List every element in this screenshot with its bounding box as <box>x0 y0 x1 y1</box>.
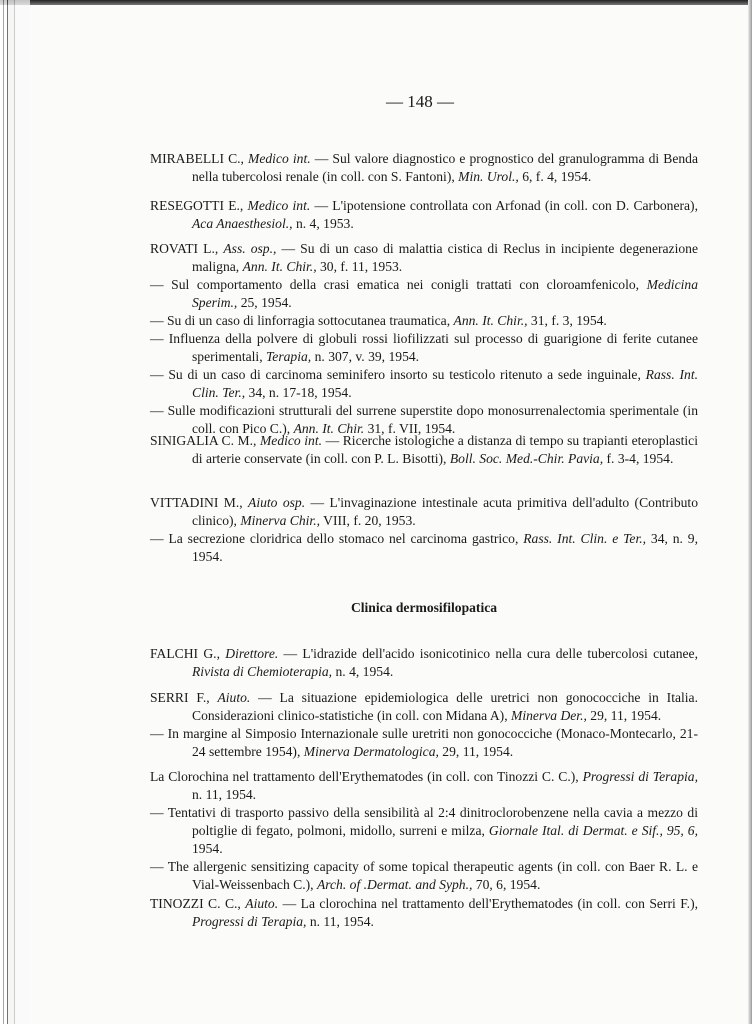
citation-text: RESEGOTTI E., <box>150 198 248 213</box>
citation-journal: Terapia, <box>266 349 312 364</box>
citation-text: — L'ipotensione controllata con Arfonad (in coll. con D. Carbonera), <box>310 198 698 213</box>
citation-journal: Boll. Soc. Med.-Chir. Pavia, <box>449 451 604 466</box>
citation-text: 25, 1954. <box>237 295 292 310</box>
bibliography-entry <box>150 895 698 931</box>
citation-text: n. 11, 1954. <box>192 787 257 802</box>
citation-text: f. 3-4, 1954. <box>603 451 674 466</box>
citation-text: — Sul comportamento della crasi ematica nei conigli trattati con cloroamfenicolo, <box>150 277 647 292</box>
bibliography-group <box>150 197 698 233</box>
bibliography-entry <box>150 366 698 402</box>
citation-text: n. 307, v. 39, 1954. <box>311 349 420 364</box>
bibliography-entry <box>150 725 698 761</box>
citation-text: — Ricerche istologiche a distanza di tempo su trapianti eteroplastici di arterie conservate (in coll. con P. L. Bisotti), <box>192 433 698 466</box>
citation-text: 30, f. 11, 1953. <box>316 259 403 274</box>
citation-text: 31, f. 3, 1954. <box>527 313 607 328</box>
citation-journal: Medico int. <box>248 151 311 166</box>
bibliography-entry <box>150 240 698 276</box>
citation-text: VIII, f. 20, 1953. <box>320 513 416 528</box>
citation-journal: Rass. Int. Clin. Ter., <box>192 367 698 400</box>
bibliography-entry <box>150 804 698 858</box>
citation-text: La Clorochina nel trattamento dell'Erythematodes (in coll. con Tinozzi C. C.), <box>150 769 583 784</box>
bibliography-entry <box>150 330 698 366</box>
citation-journal: Minerva Dermatologica, <box>303 744 439 759</box>
citation-text: — La secrezione cloridrica dello stomaco nel carcinoma gastrico, <box>150 531 524 546</box>
citation-journal: Rivista di Chemioterapia, <box>192 664 333 679</box>
bibliography-entry <box>150 276 698 312</box>
bibliography-group <box>150 645 698 681</box>
citation-text: n. 4, 1953. <box>292 216 354 231</box>
citation-text: 29, 11, 1954. <box>438 744 514 759</box>
citation-journal: Direttore. <box>225 646 279 661</box>
citation-text: 34, n. 9, 1954. <box>192 531 698 564</box>
citation-text: TINOZZI C. C., <box>150 896 246 911</box>
bibliography-entry <box>150 530 698 566</box>
citation-journal: Medico int. <box>259 433 323 448</box>
citation-journal: Progressi di Terapia, <box>192 914 307 929</box>
citation-journal: Min. Urol., <box>458 169 519 184</box>
bibliography-group <box>150 768 698 894</box>
citation-text: n. 4, 1954. <box>332 664 394 679</box>
bibliography-group <box>150 432 698 468</box>
citation-journal: Medicina Sperim., <box>192 277 698 310</box>
bibliography-entry <box>150 432 698 468</box>
page-number: — 148 — <box>386 92 454 111</box>
citation-text: n. 11, 1954. <box>306 914 374 929</box>
citation-text: — The allergenic sensitizing capacity of some topical therapeutic agents (in coll. con Baer R. L. e Vial-Weissenbach C.), <box>150 859 698 892</box>
citation-text: — L'invaginazione intestinale acuta primitiva dell'adulto (Contributo clinico), <box>192 495 698 528</box>
bibliography-entry <box>150 197 698 233</box>
citation-journal: Aiuto osp. <box>248 495 306 510</box>
bibliography-entry <box>150 494 698 530</box>
citation-text: 31, f. VII, 1954. <box>364 421 456 436</box>
citation-journal: Minerva Chir., <box>240 513 320 528</box>
citation-text: — Sul valore diagnostico e prognostico del granulogramma di Benda nella tubercolosi renale (in coll. con S. Fantoni), <box>192 151 698 184</box>
citation-text: — In margine al Simposio Internazionale sulle uretriti non gonococciche (Monaco-Montecarlo, 21-24 settembre 1954), <box>150 726 698 759</box>
citation-text: — Tentativi di trasporto passivo della sensibilità al 2:4 dinitroclorobenzene nella cavia a mezzo di poltiglie di fegato, polmoni, midollo, surreni e milza, <box>150 805 698 838</box>
bibliography-group <box>150 689 698 761</box>
citation-text: VITTADINI M., <box>150 495 249 510</box>
citation-text: — La situazione epidemiologica delle uretrici non gonococciche in Italia. Considerazioni clinico-statistiche (in coll. con Midana A), <box>192 690 698 723</box>
citation-text: — La clorochina nel trattamento dell'Erythematodes (in coll. con Serri F.), <box>278 896 698 911</box>
citation-journal: Medico int. <box>247 198 311 213</box>
citation-journal: Ann. It. Chir., <box>242 259 317 274</box>
citation-text: 34, n. 17-18, 1954. <box>245 385 352 400</box>
scan-top-edge <box>0 0 752 5</box>
citation-text: SINIGALIA C. M., <box>150 433 260 448</box>
citation-text: 1954. <box>192 841 223 856</box>
citation-journal: Ann. It. Chir., <box>453 313 528 328</box>
citation-text: — Su di un caso di malattia cistica di Reclus in incipiente degenerazione maligna, <box>192 241 698 274</box>
citation-text: — Su di un caso di linforragia sottocutanea traumatica, <box>150 313 454 328</box>
citation-journal: Aca Anaesthesiol., <box>192 216 293 231</box>
bibliography-entry <box>150 689 698 725</box>
section-heading: Clinica dermosifilopatica <box>350 600 498 615</box>
citation-journal: Ass. osp., <box>223 241 277 256</box>
citation-text: — Sulle modificazioni strutturali del surrene superstite dopo monosurrenalectomia sperimentale (in coll. con Pico C.), <box>150 403 698 436</box>
bibliography-entry <box>150 768 698 804</box>
citation-journal: Arch. of .Dermat. and Syph., <box>316 877 473 892</box>
citation-text: ROVATI L., <box>150 241 224 256</box>
citation-journal: Progressi di Terapia, <box>582 769 698 784</box>
citation-journal: Rass. Int. Clin. e Ter., <box>523 531 647 546</box>
bibliography-group <box>150 240 698 438</box>
scan-right-edge <box>748 0 752 1024</box>
citation-journal: Ann. It. Chir. <box>293 421 365 436</box>
bibliography-entry <box>150 312 698 330</box>
bibliography-group <box>150 895 698 931</box>
bibliography-entry <box>150 645 698 681</box>
citation-text: — Su di un caso di carcinoma seminifero insorto su testicolo ritenuto a sede inguinale, <box>150 367 646 382</box>
citation-text: MIRABELLI C., <box>150 151 249 166</box>
citation-text: FALCHI G., <box>150 646 226 661</box>
citation-text: 29, 11, 1954. <box>586 708 662 723</box>
bibliography-entry <box>150 858 698 894</box>
citation-journal: Minerva Der., <box>511 708 587 723</box>
scan-binding-edge <box>0 0 30 1024</box>
citation-text: 6, f. 4, 1954. <box>518 169 592 184</box>
citation-journal: Aiuto. <box>245 896 279 911</box>
bibliography-group <box>150 494 698 566</box>
bibliography-group <box>150 150 698 186</box>
citation-text: 70, 6, 1954. <box>472 877 541 892</box>
citation-journal: Giornale Ital. di Dermat. e Sif., 95, 6, <box>488 823 698 838</box>
citation-journal: Aiuto. <box>217 690 251 705</box>
citation-text: — Influenza della polvere di globuli rossi liofilizzati sul processo di guarigione di ferite cutanee sperimentali, <box>150 331 698 364</box>
citation-text: — L'idrazide dell'acido isonicotinico nella cura delle tubercolosi cutanee, <box>278 646 698 661</box>
bibliography-entry <box>150 150 698 186</box>
citation-text: SERRI F., <box>150 690 218 705</box>
